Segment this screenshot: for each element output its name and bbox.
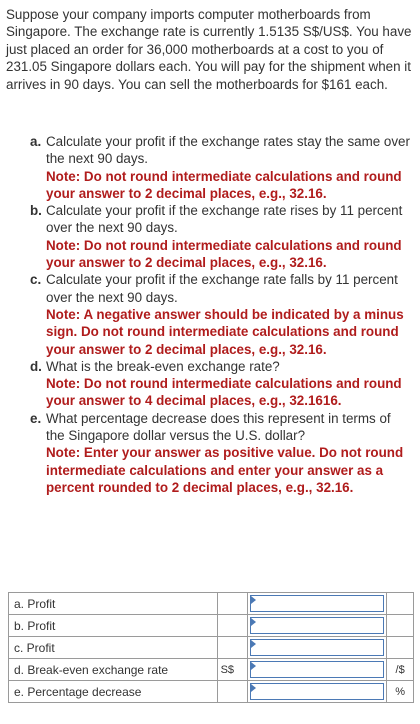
caret-icon (251, 684, 256, 692)
question-text: What is the break-even exchange rate? (46, 358, 280, 374)
question-note: Note: Enter your answer as positive value. Do not round intermediate calculations and enter your answer as a percent rounded to 2 decimal places, e.g., 32.16. (46, 445, 404, 495)
answer-prefix (217, 681, 248, 703)
answer-label: e. Percentage decrease (9, 681, 218, 703)
question-text: Calculate your profit if the exchange rate rises by 11 percent over the next 90 days. (46, 203, 403, 236)
question-note: Note: Do not round intermediate calculations and round your answer to 2 decimal places, e.g., 32.16. (46, 237, 402, 271)
problem-statement: Suppose your company imports computer motherboards from Singapore. The exchange rate is currently 1.5135 S$/US$. You have just placed an order for 36,000 motherboards at a cost to you of 231.05 Singapore dollars each. You will pay for the shipment when it arrives in 90 days. You can sell the motherboards for $161 each. (6, 7, 412, 92)
question-letter: e. (30, 410, 42, 426)
question-b (30, 202, 412, 271)
answer-c-input[interactable] (250, 639, 384, 656)
answer-suffix (387, 637, 414, 659)
answer-label: b. Profit (9, 615, 218, 637)
question-letter: d. (30, 358, 42, 374)
answer-label: c. Profit (9, 637, 218, 659)
question-note: Note: Do not round intermediate calculations and round your answer to 4 decimal places, e.g., 32.1616. (46, 376, 402, 409)
answer-row-c (9, 637, 414, 659)
answer-d-input[interactable] (250, 661, 384, 678)
answer-suffix (387, 615, 414, 637)
answer-suffix (387, 593, 414, 615)
question-note: Note: A negative answer should be indicated by a minus sign. Do not round intermediate calculations and round your answer to 2 decimal places, e.g., 32.16. (46, 306, 404, 357)
answer-prefix: S$ (217, 659, 248, 681)
answer-row-b (9, 615, 414, 637)
caret-icon (251, 596, 256, 604)
answer-label: a. Profit (9, 593, 218, 615)
answer-prefix (217, 637, 248, 659)
answer-label: d. Break-even exchange rate (9, 659, 218, 681)
question-letter: a. (30, 134, 42, 149)
question-text: Calculate your profit if the exchange rates stay the same over the next 90 days. (46, 134, 410, 167)
question-d (30, 358, 412, 410)
answer-suffix: % (387, 681, 414, 703)
question-letter: c. (30, 272, 42, 288)
answer-row-e (9, 681, 414, 703)
answer-e-input[interactable] (250, 683, 384, 700)
question-text: Calculate your profit if the exchange rate falls by 11 percent over the next 90 days. (46, 272, 398, 305)
question-a (30, 133, 412, 202)
question-c (30, 271, 412, 357)
answer-suffix: /$ (387, 659, 414, 681)
caret-icon (251, 640, 256, 648)
answer-table (8, 592, 414, 703)
answer-a-input[interactable] (250, 595, 384, 612)
caret-icon (251, 618, 256, 626)
caret-icon (251, 662, 256, 670)
question-note: Note: Do not round intermediate calculations and round your answer to 2 decimal places, e.g., 32.16. (46, 168, 402, 201)
answer-row-a (9, 593, 414, 615)
question-list (30, 133, 412, 496)
question-letter: b. (30, 203, 42, 219)
answer-prefix (217, 593, 248, 615)
question-e (30, 410, 412, 496)
answer-prefix (217, 615, 248, 637)
question-text: What percentage decrease does this represent in terms of the Singapore dollar versus the U.S. dollar? (46, 410, 391, 444)
answer-row-d (9, 659, 414, 681)
answer-b-input[interactable] (250, 617, 384, 634)
